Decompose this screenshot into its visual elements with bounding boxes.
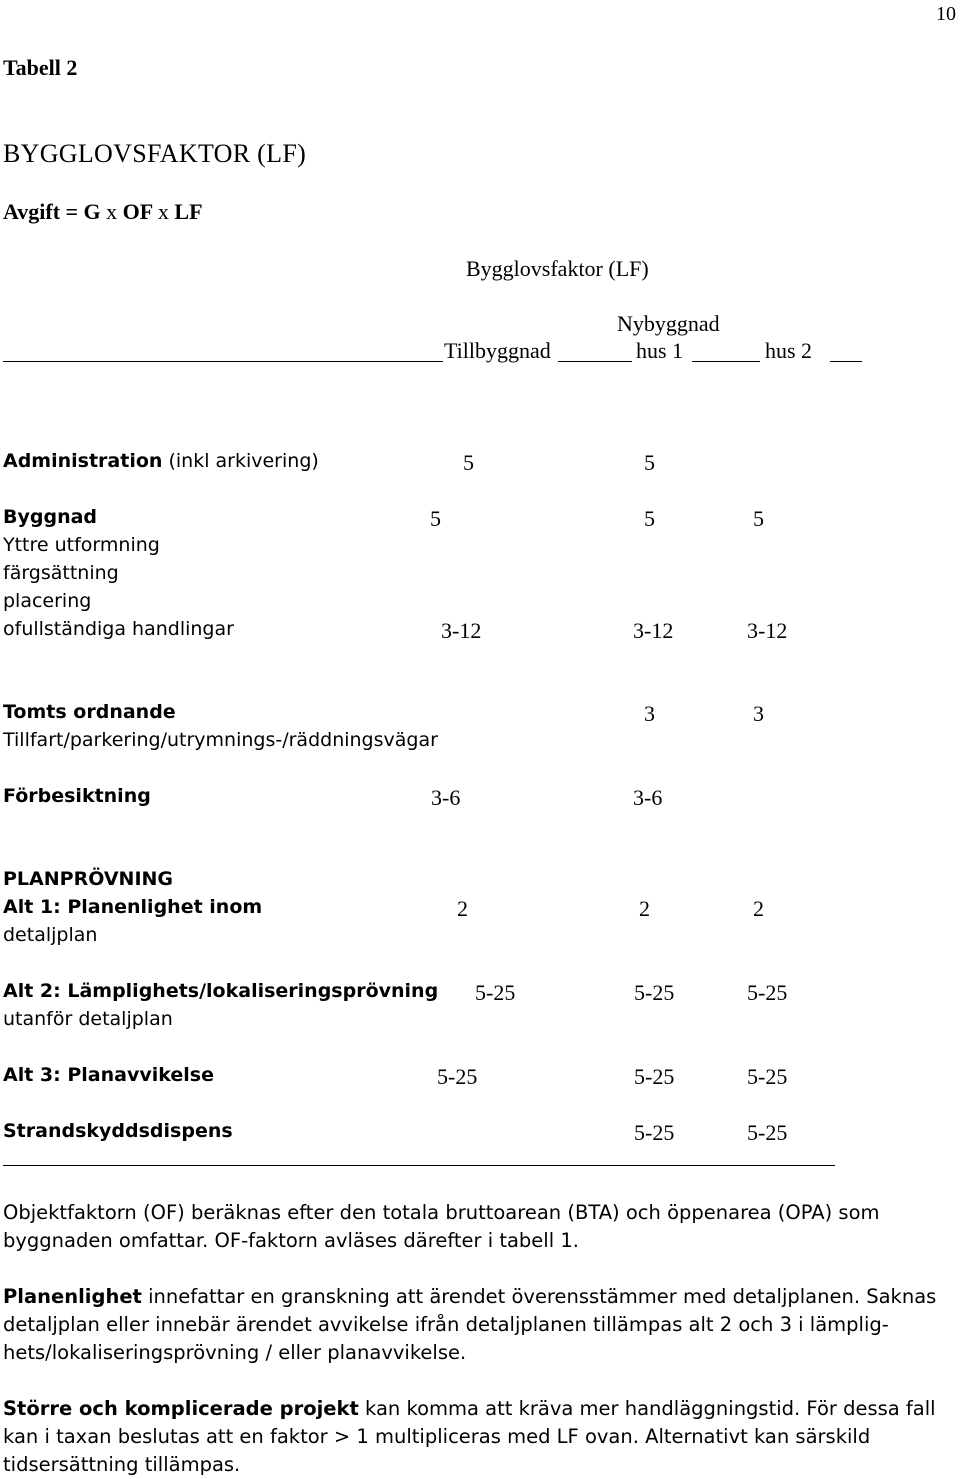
- row-label-byggnad: Byggnad: [3, 506, 98, 528]
- formula-times: x: [106, 199, 118, 224]
- page-number: 10: [936, 3, 956, 25]
- row-label-rest: (inkl arkivering): [162, 450, 319, 472]
- cell-value: 3-12: [747, 618, 788, 643]
- cell-value: 5-25: [747, 980, 788, 1005]
- formula-part: LF: [168, 199, 203, 224]
- header-underline: [558, 361, 632, 362]
- fee-formula: [3, 201, 203, 223]
- row-label-strand: Strandskyddsdispens: [3, 1120, 233, 1142]
- cell-value: 5-25: [634, 1120, 675, 1145]
- column-header-hus2: hus 2: [765, 338, 813, 363]
- note-term: Större och komplicerade projekt: [3, 1397, 359, 1420]
- table-label: Tabell 2: [3, 55, 78, 80]
- cell-value: 5: [644, 506, 655, 531]
- column-group-nybyggnad: Nybyggnad: [617, 311, 720, 336]
- row-sublabel: Tillfart/parkering/utrymnings-/räddningsvägar: [3, 729, 438, 751]
- row-label-alt3: Alt 3: Planavvikelse: [3, 1064, 214, 1086]
- row-sublabel: Yttre utformning: [3, 534, 160, 556]
- cell-value: 3-12: [633, 618, 674, 643]
- row-label-ofullstandiga: ofullständiga handlingar: [3, 618, 234, 640]
- cell-value: 3-6: [431, 785, 461, 810]
- cell-value: 5: [644, 450, 655, 475]
- row-sublabel: färgsättning: [3, 562, 119, 584]
- table-bottom-rule: [3, 1165, 835, 1166]
- note-planenlighet: [3, 1283, 943, 1367]
- note-text: innefattar en granskning att ärendet överensstämmer med detaljplanen. Saknas detaljplan eller innebär ärendet avvikelse ifrån detaljplanen tillämpas alt 2 och 3 i lämplig-hets/lokaliseringsprövning / eller planavvikelse.: [3, 1285, 937, 1364]
- note-stora-projekt: [3, 1395, 943, 1479]
- cell-value: 5: [463, 450, 474, 475]
- row-label-alt1: Alt 1: Planenlighet inom: [3, 896, 263, 918]
- cell-value: 5-25: [475, 980, 516, 1005]
- row-sublabel: utanför detaljplan: [3, 1008, 173, 1030]
- row-label-tomt: Tomts ordnande: [3, 701, 176, 723]
- cell-value: 5: [430, 506, 441, 531]
- header-underline: [692, 361, 760, 362]
- note-text: kan komma att kräva mer handläggningstid. För dessa fall kan i taxan beslutas att en faktor > 1 multipliceras med LF ovan. Alternativt kan särskild tidsersättning tillämpas.: [3, 1397, 936, 1476]
- row-label-administration: [3, 452, 319, 471]
- row-sublabel: placering: [3, 590, 92, 612]
- note-objektfaktor: Objektfaktorn (OF) beräknas efter den totala bruttoarean (BTA) och öppenarea (OPA) som byggnaden omfattar. OF-faktorn avläses därefter i tabell 1.: [3, 1201, 880, 1252]
- row-sublabel: detaljplan: [3, 924, 98, 946]
- cell-value: 3-6: [633, 785, 663, 810]
- formula-part: Avgift = G: [3, 199, 107, 224]
- column-header-tillbyggnad: Tillbyggnad: [444, 338, 551, 363]
- row-label-forbesiktning: Förbesiktning: [3, 785, 151, 807]
- cell-value: 5: [753, 506, 764, 531]
- cell-value: 5-25: [747, 1120, 788, 1145]
- cell-value: 2: [639, 896, 650, 921]
- header-underline: [830, 361, 862, 362]
- cell-value: 2: [753, 896, 764, 921]
- page-title: BYGGLOVSFAKTOR (LF): [3, 139, 307, 168]
- cell-value: 5-25: [747, 1064, 788, 1089]
- row-label-bold: Administration: [3, 450, 163, 472]
- cell-value: 3-12: [441, 618, 482, 643]
- formula-part: OF: [117, 199, 158, 224]
- note-term: Planenlighet: [3, 1285, 142, 1308]
- cell-value: 5-25: [634, 1064, 675, 1089]
- column-header-hus1: hus 1: [636, 338, 684, 363]
- header-underline: [3, 361, 443, 362]
- cell-value: 5-25: [437, 1064, 478, 1089]
- cell-value: 3: [644, 701, 655, 726]
- row-label-alt2: Alt 2: Lämplighets/lokaliseringsprövning: [3, 980, 439, 1002]
- formula-times: x: [157, 199, 169, 224]
- column-group-header: Bygglovsfaktor (LF): [466, 256, 649, 281]
- section-heading-planprovning: PLANPRÖVNING: [3, 868, 174, 890]
- cell-value: 2: [457, 896, 468, 921]
- cell-value: 3: [753, 701, 764, 726]
- cell-value: 5-25: [634, 980, 675, 1005]
